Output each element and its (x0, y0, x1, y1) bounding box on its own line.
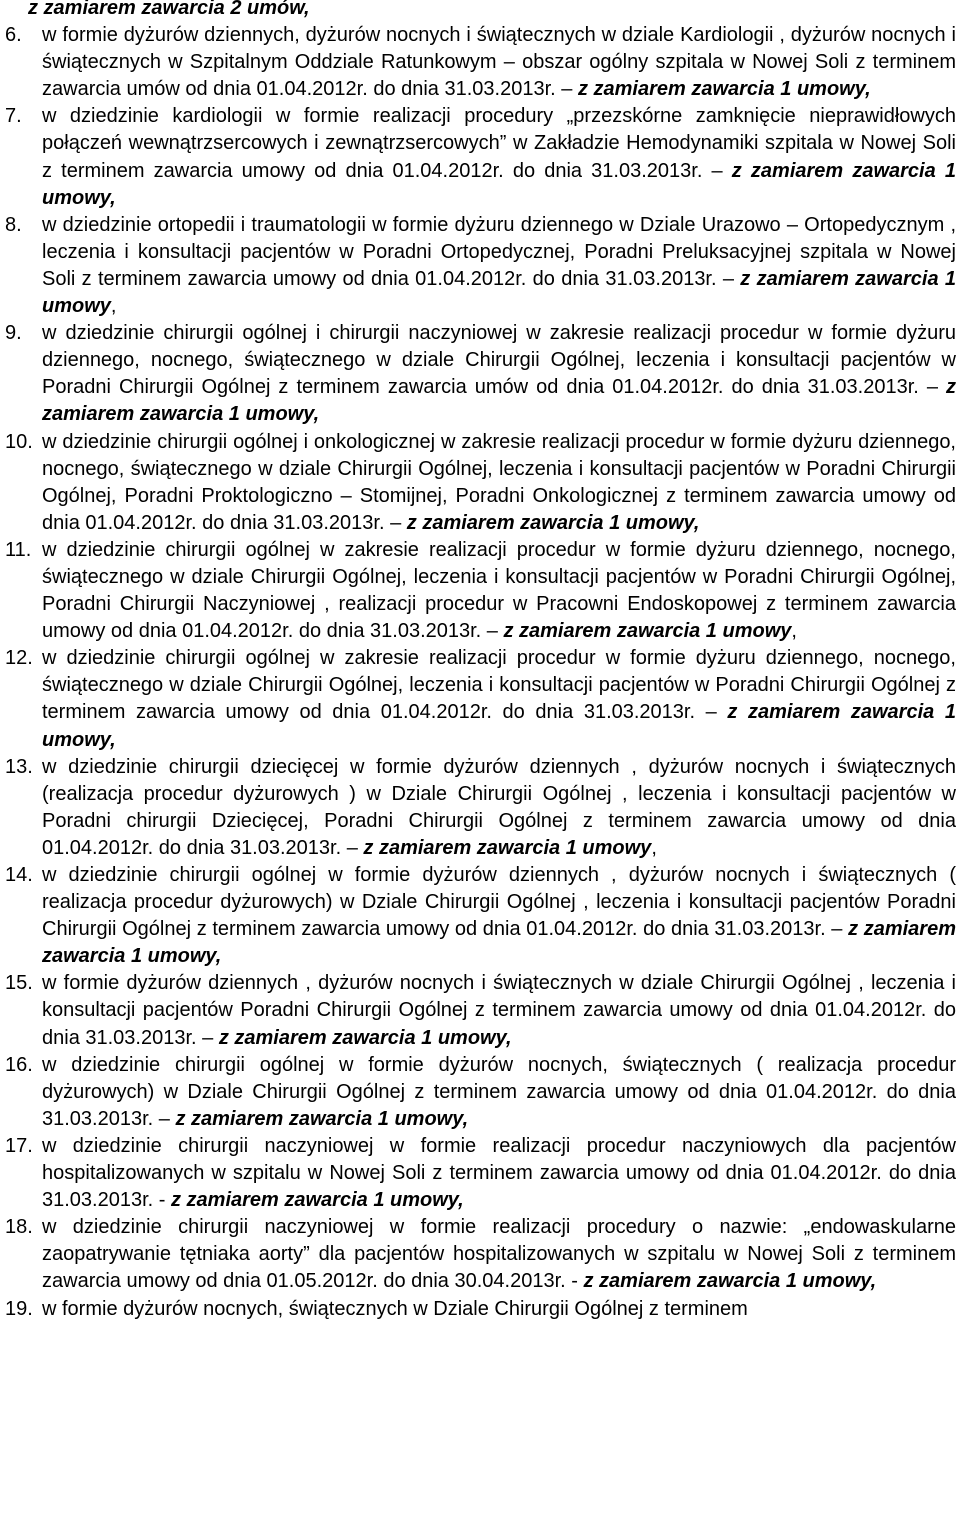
item-emphasis: z zamiarem zawarcia 1 umowy, (42, 918, 956, 968)
item-text: w dziedzinie chirurgii ogólnej w formie dyżurów nocnych, świątecznych ( realizacja procedur dyżurowych) w Dziale Chirurgii Ogólnej z terminem zawarcia umowy od dnia 01.04.2012r. do dnia 31.03.2013r. – (42, 1053, 956, 1130)
item-body (42, 1214, 956, 1295)
item-text: w dziedzinie chirurgii naczyniowej w formie realizacji procedury o nazwie: „endowaskularne zaopatrywanie tętniaka aorty” dla pacjentów hospitalizowanych w szpitalu w Nowej Soli z terminem zawarcia umowy od dnia 01.05.2012r. do dnia 30.04.2013r. - (42, 1216, 956, 1293)
item-number: 19. (5, 1297, 33, 1320)
item-body (42, 320, 956, 428)
item-text: w formie dyżurów nocnych, świątecznych w Dziale Chirurgii Ogólnej z terminem (42, 1297, 748, 1320)
item-text: w dziedzinie ortopedii i traumatologii w formie dyżuru dziennego w Dziale Urazowo – Ortopedycznym , leczenia i konsultacji pacjentów w Poradni Ortopedycznej, Poradni Preluksacyjnej szpitala w Nowej Soli z terminem zawarcia umowy od dnia 01.04.2012r. do dnia 31.03.2013r. – (42, 213, 956, 290)
item-body (42, 22, 956, 103)
item-body (42, 1296, 956, 1323)
item-number: 11. (5, 538, 32, 561)
item-number: 18. (5, 1216, 33, 1239)
item-number: 12. (5, 647, 33, 670)
item-tail: , (791, 620, 797, 643)
item-number: 9. (5, 322, 22, 345)
intro-line: z zamiarem zawarcia 2 umów, (28, 0, 310, 19)
list-item (4, 1133, 956, 1214)
item-emphasis: z zamiarem zawarcia 1 umowy (42, 267, 956, 318)
item-number: 10. (5, 430, 33, 453)
list-item (4, 320, 956, 428)
item-number: 14. (5, 864, 33, 886)
item-body (42, 537, 956, 645)
item-body (42, 1133, 956, 1214)
item-body (42, 429, 956, 537)
list-item (4, 22, 956, 103)
item-emphasis: z zamiarem zawarcia 1 umowy (503, 620, 792, 643)
list-item (4, 103, 956, 211)
item-body (42, 645, 956, 753)
list-item (4, 970, 956, 1051)
item-tail: , (651, 836, 657, 859)
item-list (4, 22, 956, 1323)
item-body (42, 754, 956, 862)
list-item (4, 1296, 956, 1323)
item-number: 15. (5, 972, 33, 995)
item-body (42, 103, 956, 211)
list-item (4, 754, 956, 862)
item-emphasis: z zamiarem zawarcia 1 umowy, (583, 1270, 877, 1293)
item-emphasis: z zamiarem zawarcia 1 umowy, (218, 1026, 512, 1049)
item-text: w dziedzinie chirurgii ogólnej w formie dyżurów dziennych , dyżurów nocnych i świątecznych ( realizacja procedur dyżurowych) w Dziale Chirurgii Ogólnej , leczenia i konsultacji pacjentów Poradni Chirurgii Ogólnej z terminem zawarcia umowy od dnia 01.04.2012r. do dnia 31.03.2013r. – (42, 864, 956, 941)
document-page (4, 0, 956, 1323)
item-text: w dziedzinie chirurgii dziecięcej w formie dyżurów dziennych , dyżurów nocnych i świątecznych (realizacja procedur dyżurowych ) w Dziale Chirurgii Ogólnej , leczenia i konsultacji pacjentów w Poradni chirurgii Dziecięcej, Poradni Chirurgii Ogólnej z terminem zawarcia umowy od dnia 01.04.2012r. do dnia 31.03.2013r. – (42, 755, 956, 859)
item-text: w dziedzinie kardiologii w formie realizacji procedury „przezskórne zamknięcie nieprawidłowych połączeń wewnątrzsercowych i zewnątrzsercowych” w Zakładzie Hemodynamiki szpitala w Nowej Soli z terminem zawarcia umowy od dnia 01.04.2012r. do dnia 31.03.2013r. – (42, 105, 956, 182)
item-body (42, 970, 956, 1051)
item-text: w dziedzinie chirurgii ogólnej w zakresie realizacji procedur w formie dyżuru dziennego, nocnego, świątecznego w dziale Chirurgii Ogólnej, leczenia i konsultacji pacjentów w Poradni Chirurgii Ogólnej z terminem zawarcia umowy od dnia 01.04.2012r. do dnia 31.03.2013r. – (42, 647, 956, 724)
item-tail: , (110, 295, 117, 318)
item-number: 6. (5, 24, 22, 47)
item-text: w formie dyżurów dziennych , dyżurów nocnych i świątecznych w dziale Chirurgii Ogólnej , leczenia i konsultacji pacjentów Poradni Chirurgii Ogólnej z terminem zawarcia umowy od dnia 01.04.2012r. do dnia 31.03.2013r. – (42, 972, 956, 1049)
item-body (42, 862, 956, 970)
list-item (4, 212, 956, 320)
item-number: 16. (5, 1053, 33, 1076)
item-number: 7. (5, 105, 22, 128)
item-emphasis: z zamiarem zawarcia 1 umowy, (577, 78, 871, 101)
list-item (4, 645, 956, 753)
item-number: 13. (5, 755, 33, 778)
item-emphasis: z zamiarem zawarcia 1 umowy, (170, 1189, 464, 1212)
item-emphasis: z zamiarem zawarcia 1 umowy, (42, 701, 956, 751)
item-emphasis: z zamiarem zawarcia 1 umowy, (175, 1107, 469, 1130)
item-text: w dziedzinie chirurgii ogólnej i chirurgii naczyniowej w zakresie realizacji procedur w formie dyżuru dziennego, nocnego, świątecznego w dziale Chirurgii Ogólnej, leczenia i konsultacji pacjentów w Poradni Chirurgii Ogólnej z terminem zawarcia umów od dnia 01.04.2012r. do dnia 31.03.2013r. – (42, 322, 956, 399)
item-emphasis: z zamiarem zawarcia 1 umowy, (406, 511, 700, 534)
list-item (4, 1052, 956, 1133)
list-item (4, 862, 956, 970)
item-text: w dziedzinie chirurgii naczyniowej w formie realizacji procedur naczyniowych dla pacjentów hospitalizowanych w szpitalu w Nowej Soli z terminem zawarcia umowy od dnia 01.04.2012r. do dnia 31.03.2013r. - (42, 1134, 956, 1212)
list-item (4, 537, 956, 645)
list-item (4, 429, 956, 537)
item-text: w dziedzinie chirurgii ogólnej i onkologicznej w zakresie realizacji procedur w formie dyżuru dziennego, nocnego, świątecznego w dziale Chirurgii Ogólnej, leczenia i konsultacji pacjentów w Poradni Chirurgii Ogólnej, Poradni Proktologiczno – Stomijnej, Poradni Onkologicznej z terminem zawarcia umowy od dnia 01.04.2012r. do dnia 31.03.2013r. – (42, 430, 956, 534)
item-number: 17. (5, 1134, 33, 1157)
item-text: w formie dyżurów dziennych, dyżurów nocnych i świątecznych w dziale Kardiologii , dyżurów nocnych i świątecznych w Szpitalnym Oddziale Ratunkowym – obszar ogólny szpitala w Nowej Soli z terminem zawarcia umów od dnia 01.04.2012r. do dnia 31.03.2013r. – (42, 24, 956, 101)
item-number: 8. (5, 213, 22, 236)
item-body (42, 1052, 956, 1133)
item-body (42, 212, 956, 320)
item-emphasis: z zamiarem zawarcia 1 umowy, (42, 159, 956, 209)
list-item (4, 1214, 956, 1295)
item-emphasis: z zamiarem zawarcia 1 umowy, (42, 376, 956, 426)
item-emphasis: z zamiarem zawarcia 1 umowy (363, 836, 652, 859)
item-text: w dziedzinie chirurgii ogólnej w zakresie realizacji procedur w formie dyżuru dziennego, nocnego, świątecznego w dziale Chirurgii Ogólnej, leczenia i konsultacji pacjentów w Poradni Chirurgii Ogólnej, Poradni Chirurgii Naczyniowej , realizacji procedur w Pracowni Endoskopowej z terminem zawarcia umowy od dnia 01.04.2012r. do dnia 31.03.2013r. – (42, 538, 956, 643)
